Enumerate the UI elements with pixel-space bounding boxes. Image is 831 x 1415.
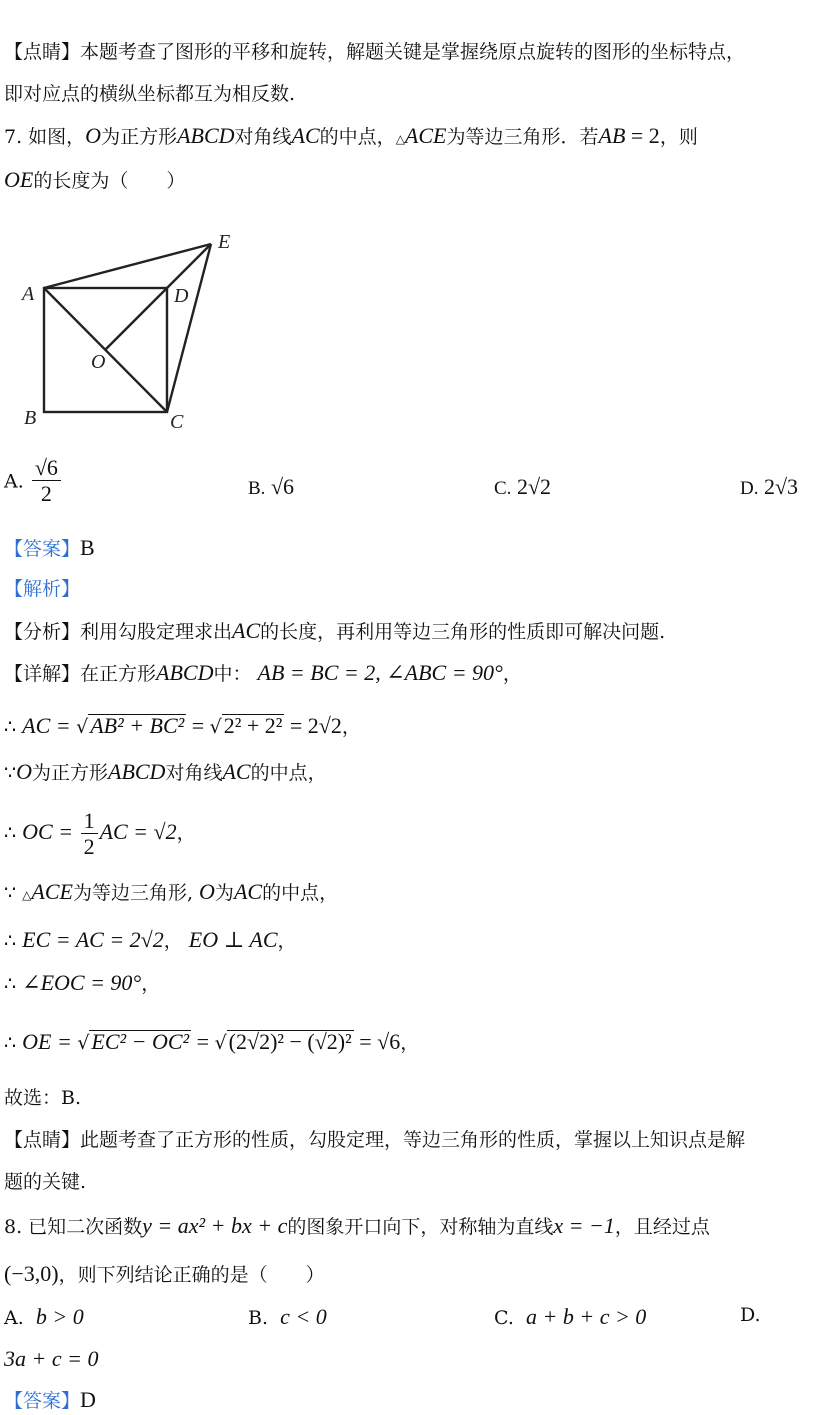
answer-8: 【答案】D [4,1387,96,1412]
q7-option-d[interactable]: D. 2√3 [740,474,799,499]
label-a: A [22,283,35,305]
label-e: E [218,231,231,253]
q7-stem-line-2: OE的长度为（ ） [4,167,186,192]
label-b: B [24,407,37,429]
q8-option-a[interactable]: A. b > 0 [4,1304,84,1329]
step-angle: ∴ ∠EOC = 90°， [4,970,161,995]
xiangjie-line: 【详解】在正方形ABCD中： AB = BC = 2, ∠ABC = 90°， [4,660,522,685]
segment-ae [44,244,211,288]
q8-option-b[interactable]: B. c < 0 [248,1304,327,1329]
square-triangle-figure [14,226,244,436]
analysis-tag: 【解析】 [4,578,81,600]
label-c: C [170,411,184,433]
fenxi-line: 【分析】利用勾股定理求出AC的长度，再利用等边三角形的性质即可解决问题. [4,618,666,643]
label-o: O [91,351,106,373]
q8-option-d-value[interactable]: 3a + c = 0 [4,1346,99,1371]
step-ac: ∴ AC = √AB² + BC² = √2² + 2² = 2√2， [4,713,361,738]
answer-7: 【答案】B [4,535,95,560]
q8-option-c[interactable]: C. a + b + c > 0 [494,1304,647,1329]
step-ec: ∴ EC = AC = 2√2， EO ⊥ AC， [4,927,297,952]
dianjing-2-line-1: 【点睛】此题考查了正方形的性质，勾股定理，等边三角形的性质，掌握以上知识点是解 [4,1129,746,1151]
guxuan-line: 故选：B. [4,1087,82,1109]
dianjing-line-1: 【点睛】本题考查了图形的平移和旋转，解题关键是掌握绕原点旋转的图形的坐标特点， [4,41,746,63]
q7-option-c[interactable]: C. 2√2 [494,474,552,499]
q7-option-a[interactable]: A. $\frac{√6}{2}$ [4,456,63,507]
step-oc: ∴ OC = $\frac{1}{2}$ AC = √2， [4,807,196,859]
step-because-ace: ∵ △ACE为等边三角形, O为AC的中点， [4,879,339,904]
segment-oe [105,244,211,350]
segment-ec [167,244,211,412]
step-because-o: ∵O为正方形ABCD对角线AC的中点， [4,759,327,784]
dianjing-2-line-2: 题的关键. [4,1171,87,1193]
q7-option-b[interactable]: B. √6 [248,474,295,499]
q8-stem-line-2: (−3,0)，则下列结论正确的是（ ） [4,1261,325,1286]
step-oe: ∴ OE = √EC² − OC² = √(2√2)² − (√2)² = √6， [4,1029,420,1054]
q8-stem-line-1: 8. 已知二次函数y = ax² + bx + c的图象开口向下，对称轴为直线x = −1，且经过点 [4,1213,710,1238]
label-d: D [174,285,189,307]
q7-stem-line-1: 7. 如图，O为正方形ABCD对角线AC的中点，△ACE为等边三角形．若AB = 2，则 [4,123,698,148]
dianjing-line-2: 即对应点的横纵坐标都互为相反数. [4,83,296,105]
q8-option-d-label[interactable]: D. [740,1304,761,1326]
